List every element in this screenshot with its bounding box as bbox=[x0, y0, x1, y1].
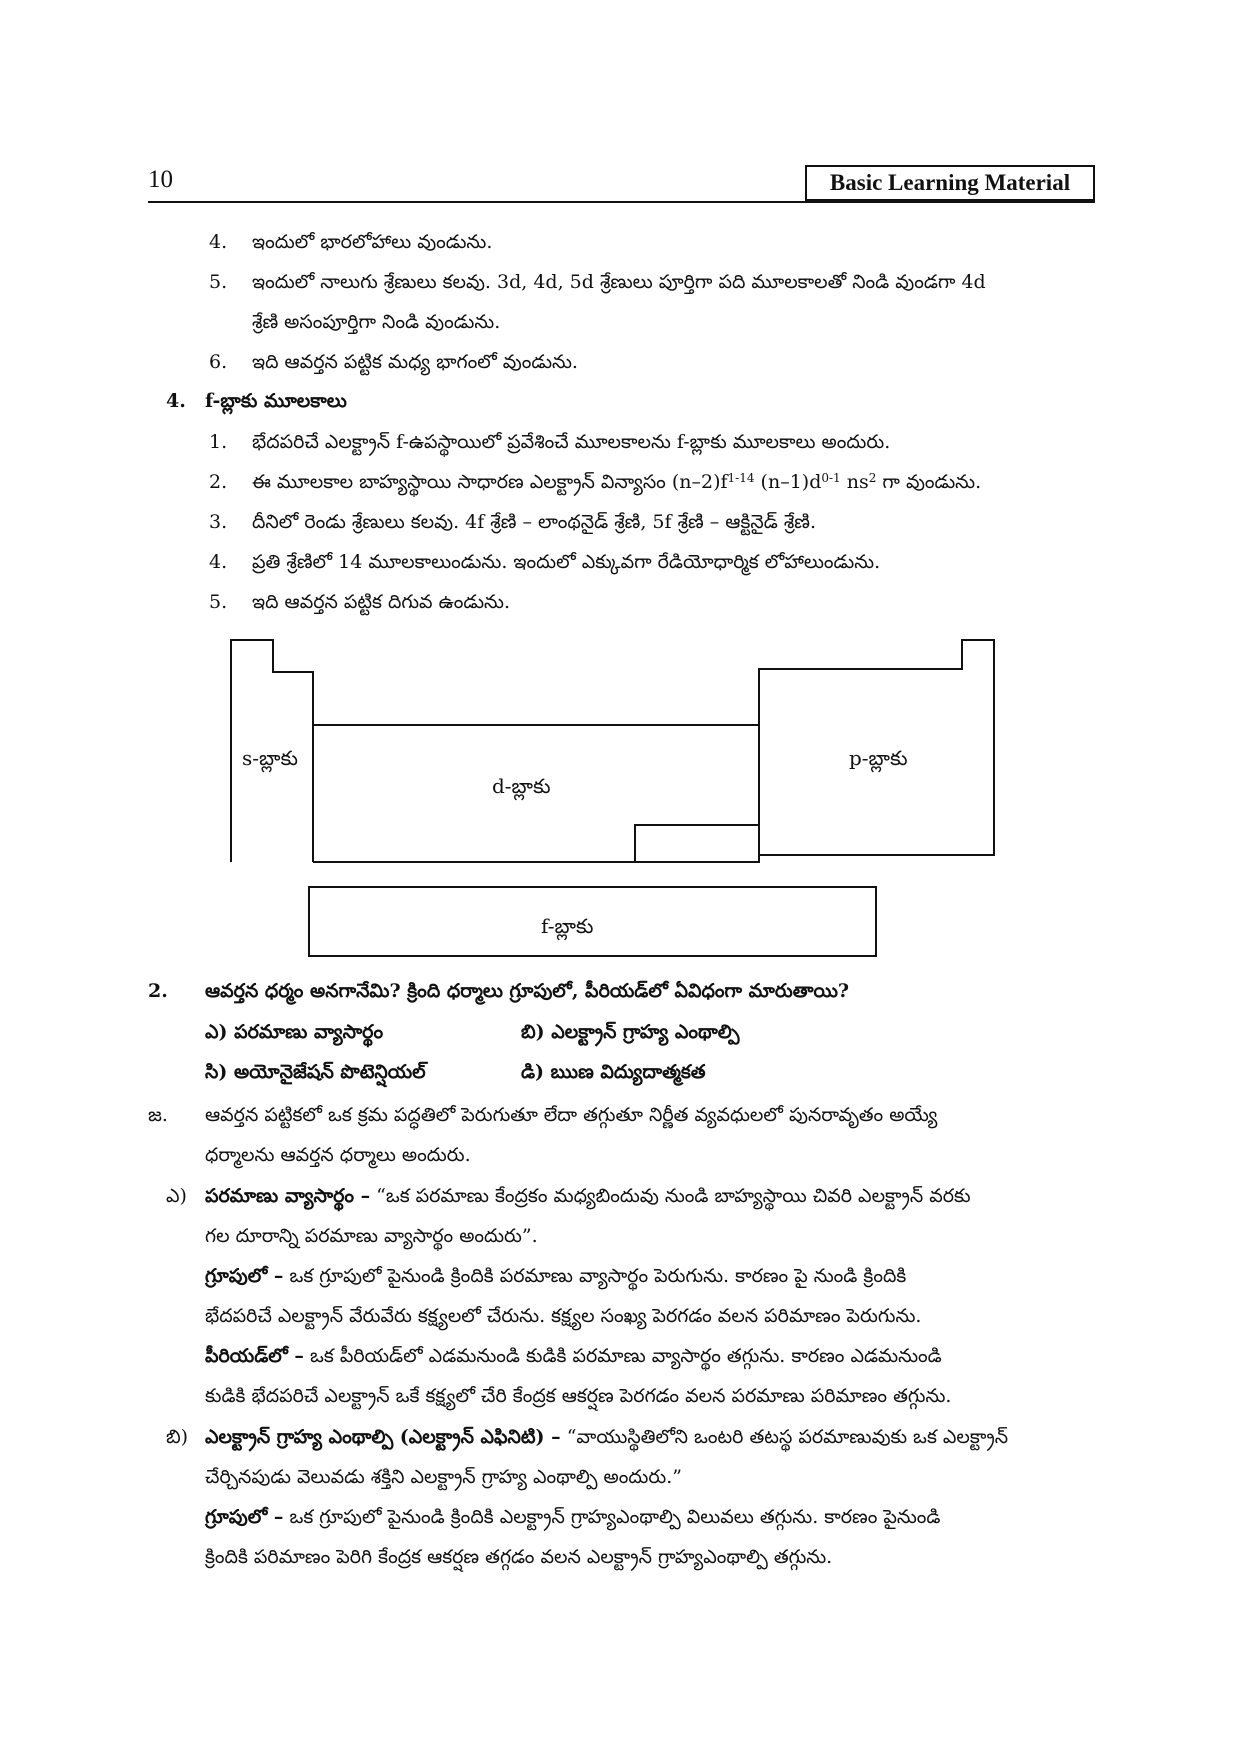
term-title: పరమాణు వ్యాసార్థం – bbox=[205, 1185, 371, 1207]
p-block-label: p-బ్లాకు bbox=[849, 746, 908, 770]
config-text: గా వుండును. bbox=[876, 471, 982, 493]
definition-text: “వాయుస్థితిలోని ఒంటరి తటస్థ పరమాణువుకు ఒక ఎలక్ట్రాన్ bbox=[560, 1426, 1009, 1448]
trend-text: ఒక గ్రూపులో పైనుండి క్రిందికి పరమాణు వ్యాసార్థం పెరుగును. కారణం పై నుండి క్రిందికి bbox=[283, 1265, 907, 1287]
group-trend bbox=[205, 1505, 941, 1529]
running-header: Basic Learning Material bbox=[805, 165, 1095, 201]
answer-text: చేర్చినపుడు వెలువడు శక్తిని ఎలక్ట్రాన్ గ్రాహ్య ఎంథాల్పి అందురు.” bbox=[205, 1466, 682, 1488]
config-text: ఈ మూలకాల బాహ్యస్థాయి సాధారణ ఎలక్ట్రాన్ విన్యాసం (n–2)f bbox=[252, 471, 728, 493]
term-title: ఎలక్ట్రాన్ గ్రాహ్య ఎంథాల్పి (ఎలక్ట్రాన్ ఎఫినిటి) – bbox=[205, 1426, 561, 1448]
list-number: 6. bbox=[209, 351, 228, 373]
superscript: 1-14 bbox=[727, 471, 755, 485]
sub-answer-label: బి) bbox=[166, 1426, 189, 1448]
list-number: 1. bbox=[209, 431, 228, 453]
list-item: భేదపరిచే ఎలక్ట్రాన్ f-ఉపస్థాయిలో ప్రవేశించే మూలకాలను f-బ్లాకు మూలకాలు అందురు. bbox=[252, 431, 891, 453]
answer-text: భేదపరిచే ఎలక్ట్రాన్ వేరువేరు కక్ష్యలలో చేరును. కక్ష్యల సంఖ్య పెరగడం వలన పరిమాణం పెరుగును. bbox=[205, 1305, 922, 1327]
question-option: బి) ఎలక్ట్రాన్ గ్రాహ్య ఎంథాల్పి bbox=[521, 1021, 740, 1043]
group-trend bbox=[205, 1264, 906, 1288]
section-number: 4. bbox=[166, 390, 186, 412]
trend-title: పీరియడ్‌లో – bbox=[205, 1345, 304, 1367]
list-item: ఇందులో నాలుగు శ్రేణులు కలవు. 3d, 4d, 5d శ్రేణులు పూర్తిగా పది మూలకాలతో నిండి వుండగా 4d bbox=[252, 271, 986, 293]
list-number: 4. bbox=[209, 551, 228, 573]
sub-answer-definition bbox=[205, 1425, 1008, 1449]
list-item: దీనిలో రెండు శ్రేణులు కలవు. 4f శ్రేణి – లాంథనైడ్ శ్రేణి, 5f శ్రేణి – ఆక్టినైడ్ శ్రేణి. bbox=[252, 511, 817, 533]
sub-answer-definition bbox=[205, 1184, 971, 1208]
question-text: ఆవర్తన ధర్మం అనగానేమి? క్రింది ధర్మాలు గ్రూపులో, పీరియడ్‌లో ఏవిధంగా మారుతాయి? bbox=[205, 980, 850, 1002]
answer-text: కుడికి భేదపరిచే ఎలక్ట్రాన్ ఒకే కక్ష్యలో చేరి కేంద్రక ఆకర్షణ పెరగడం వలన పరమాణు పరిమాణం తగ్గును. bbox=[205, 1385, 952, 1407]
list-item: ప్రతి శ్రేణిలో 14 మూలకాలుండును. ఇందులో ఎక్కువగా రేడియోధార్మిక లోహాలుండును. bbox=[252, 551, 881, 573]
definition-text: “ఒక పరమాణు కేంద్రకం మధ్యబిందువు నుండి బాహ్యస్థాయి చివరి ఎలక్ట్రాన్ వరకు bbox=[370, 1185, 971, 1207]
list-item: ఇది ఆవర్తన పట్టిక మధ్య భాగంలో వుండును. bbox=[252, 351, 578, 373]
config-text: ns bbox=[840, 471, 869, 493]
superscript: 2 bbox=[868, 471, 877, 485]
list-number: 5. bbox=[209, 591, 228, 613]
list-item: ఇది ఆవర్తన పట్టిక దిగువ ఉండును. bbox=[252, 591, 510, 613]
d-block-label: d-బ్లాకు bbox=[492, 774, 551, 798]
section-heading: f-బ్లాకు మూలకాలు bbox=[205, 390, 347, 412]
answer-label: జ. bbox=[148, 1104, 168, 1126]
question-option: డి) ఋణ విద్యుదాత్మకత bbox=[521, 1061, 706, 1083]
trend-title: గ్రూపులో – bbox=[205, 1506, 284, 1528]
config-text: (n–1)d bbox=[754, 471, 822, 493]
answer-text: ఆవర్తన పట్టికలో ఒక క్రమ పద్ధతిలో పెరుగుతూ లేదా తగ్గుతూ నిర్ణీత వ్యవధులలో పునరావృతం అయ్యే bbox=[205, 1104, 938, 1126]
question-option: సి) అయోనైజేషన్ పొటెన్షియల్ bbox=[205, 1061, 426, 1083]
list-number: 5. bbox=[209, 271, 228, 293]
list-item-continuation: శ్రేణి అసంపూర్తిగా నిండి వుండును. bbox=[252, 311, 501, 333]
question-number: 2. bbox=[148, 980, 168, 1002]
list-number: 4. bbox=[209, 231, 228, 253]
page-number: 10 bbox=[148, 166, 173, 193]
list-item: ఇందులో భారలోహాలు వుండును. bbox=[252, 231, 493, 253]
list-number: 2. bbox=[209, 471, 228, 493]
superscript: 0-1 bbox=[821, 471, 841, 485]
s-block-label: s-బ్లాకు bbox=[242, 746, 298, 770]
trend-text: ఒక పీరియడ్‌లో ఎడమనుండి కుడికి పరమాణు వ్యాసార్థం తగ్గును. కారణం ఎడమనుండి bbox=[303, 1345, 942, 1367]
answer-text: గల దూరాన్ని పరమాణు వ్యాసార్థం అందురు”. bbox=[205, 1225, 538, 1247]
list-number: 3. bbox=[209, 511, 228, 533]
f-block-label: f-బ్లాకు bbox=[541, 914, 594, 938]
trend-title: గ్రూపులో – bbox=[205, 1265, 284, 1287]
answer-text: క్రిందికి పరిమాణం పెరిగి కేంద్రక ఆకర్షణ తగ్గడం వలన ఎలక్ట్రాన్ గ్రాహ్యఎంథాల్పి తగ్గును. bbox=[205, 1546, 833, 1568]
question-option: ఎ) పరమాణు వ్యాసార్థం bbox=[205, 1021, 384, 1043]
answer-text: ధర్మాలను ఆవర్తన ధర్మాలు అందురు. bbox=[205, 1144, 471, 1166]
period-trend bbox=[205, 1344, 942, 1368]
trend-text: ఒక గ్రూపులో పైనుండి క్రిందికి ఎలక్ట్రాన్ గ్రాహ్యఎంథాల్పి విలువలు తగ్గును. కారణం పైనుండి bbox=[283, 1506, 941, 1528]
sub-answer-label: ఎ) bbox=[166, 1185, 187, 1207]
